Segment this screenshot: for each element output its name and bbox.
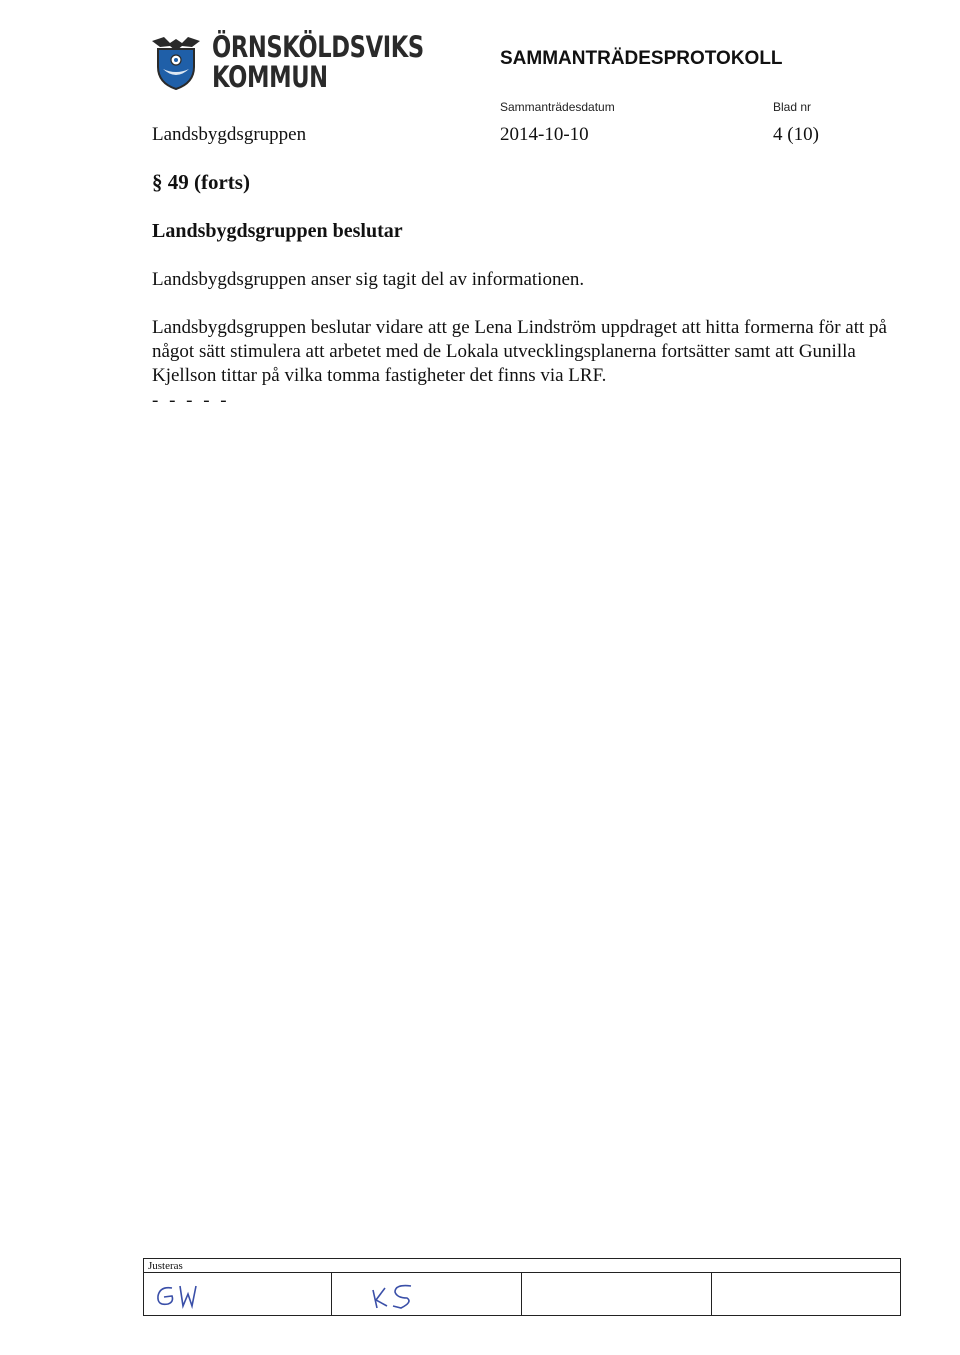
org-name-line1: ÖRNSKÖLDSVIKS	[212, 30, 424, 64]
org-name-line2: KOMMUN	[212, 60, 328, 94]
signature-table	[143, 1258, 901, 1316]
decision-heading: Landsbygdsgruppen beslutar	[152, 220, 403, 242]
page-number: 4 (10)	[773, 124, 819, 145]
date-label: Sammanträdesdatum	[500, 100, 615, 114]
body-paragraph-2: Landsbygdsgruppen beslutar vidare att ge Lena Lindström uppdraget att hitta formerna för att på något sätt stimulera att arbetet med de Lokala utvecklingsplanerna fortsätter samt att Gunilla Kjellson tittar på vilka tomma fastigheter det finns via LRF.	[152, 317, 887, 386]
cell-divider	[711, 1272, 712, 1316]
paragraph-reference: § 49 (forts)	[152, 170, 250, 194]
page-label: Blad nr	[773, 100, 812, 114]
end-dashes: - - - - -	[152, 390, 230, 411]
org-name	[212, 32, 424, 92]
table-divider	[143, 1272, 901, 1273]
kommun-logo-icon	[150, 33, 202, 91]
cell-divider	[331, 1272, 332, 1316]
body-paragraph-1: Landsbygdsgruppen anser sig tagit del av informationen.	[152, 269, 585, 290]
justeras-label: Justeras	[148, 1260, 183, 1272]
signature-1	[150, 1280, 210, 1312]
signature-2	[365, 1280, 425, 1312]
meeting-date: 2014-10-10	[500, 124, 589, 145]
document-type: SAMMANTRÄDESPROTOKOLL	[500, 48, 783, 69]
cell-divider	[521, 1272, 522, 1316]
group-name: Landsbygdsgruppen	[152, 124, 307, 145]
